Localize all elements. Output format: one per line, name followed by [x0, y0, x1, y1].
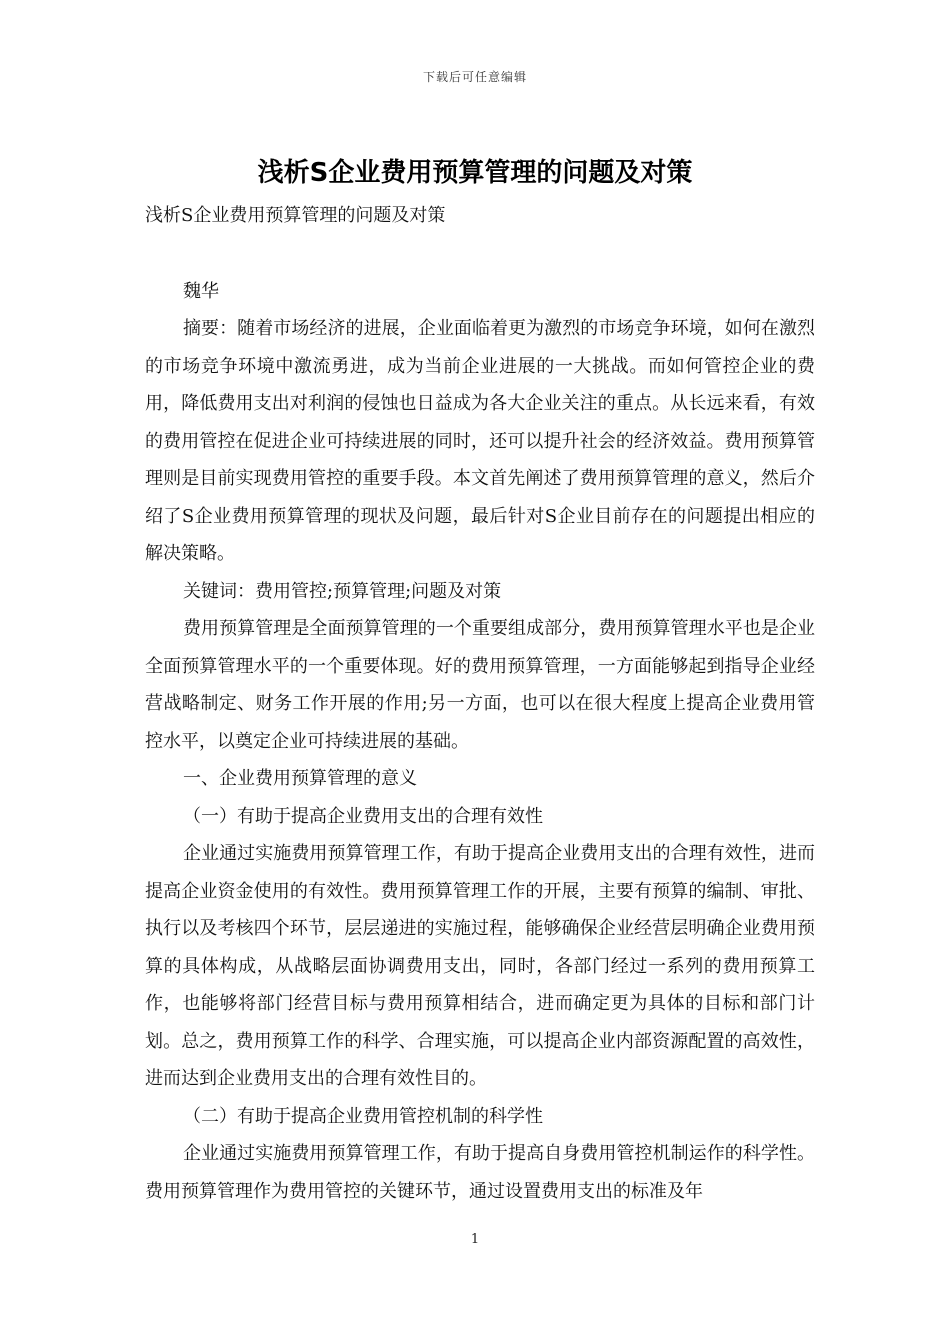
- subsection-1-paragraph: 企业通过实施费用预算管理工作，有助于提高企业费用支出的合理有效性，进而提高企业资金使用的有效性。费用预算管理工作的开展，主要有预算的编制、审批、执行以及考核四个环节，层层递进的实施过程，能够确保企业经营层明确企业费用预算的具体构成，从战略层面协调费用支出，同时，各部门经过一系列的费用预算工作，也能够将部门经营目标与费用预算相结合，进而确定更为具体的目标和部门计划。总之，费用预算工作的科学、合理实施，可以提高企业内部资源配置的高效性，进而达到企业费用支出的合理有效性目的。: [145, 843, 815, 1089]
- page-number: 1: [470, 1232, 480, 1247]
- subsection-heading-2: （二）有助于提高企业费用管控机制的科学性: [183, 1105, 543, 1127]
- document-body: [145, 197, 815, 1210]
- subsection-2-paragraph: 企业通过实施费用预算管理工作，有助于提高自身费用管控机制运作的科学性。费用预算管理作为费用管控的关键环节，通过设置费用支出的标准及年: [145, 1143, 815, 1202]
- subtitle: 浅析S企业费用预算管理的问题及对策: [145, 205, 446, 226]
- keywords-line: 关键词：费用管控;预算管理;问题及对策: [183, 580, 502, 602]
- document-title: 浅析S企业费用预算管理的问题及对策: [257, 158, 693, 188]
- section-heading-1: 一、企业费用预算管理的意义: [183, 768, 417, 789]
- blank-line: [145, 235, 815, 273]
- author: 魏华: [183, 280, 219, 302]
- intro-paragraph: 费用预算管理是全面预算管理的一个重要组成部分，费用预算管理水平也是企业全面预算管理水平的一个重要体现。好的费用预算管理，一方面能够起到指导企业经营战略制定、财务工作开展的作用;另一方面，也可以在很大程度上提高企业费用管控水平，以奠定企业可持续进展的基础。: [145, 618, 815, 752]
- header-note: 下载后可任意编辑: [422, 70, 527, 84]
- abstract-paragraph: 摘要：随着市场经济的进展，企业面临着更为激烈的市场竞争环境，如何在激烈的市场竞争环境中激流勇进，成为当前企业进展的一大挑战。而如何管控企业的费用，降低费用支出对利润的侵蚀也日益成为各大企业关注的重点。从长远来看，有效的费用管控在促进企业可持续进展的同时，还可以提升社会的经济效益。费用预算管理则是目前实现费用管控的重要手段。本文首先阐述了费用预算管理的意义，然后介绍了S企业费用预算管理的现状及问题，最后针对S企业目前存在的问题提出相应的解决策略。: [145, 318, 815, 564]
- subsection-heading-1: （一）有助于提高企业费用支出的合理有效性: [183, 805, 543, 827]
